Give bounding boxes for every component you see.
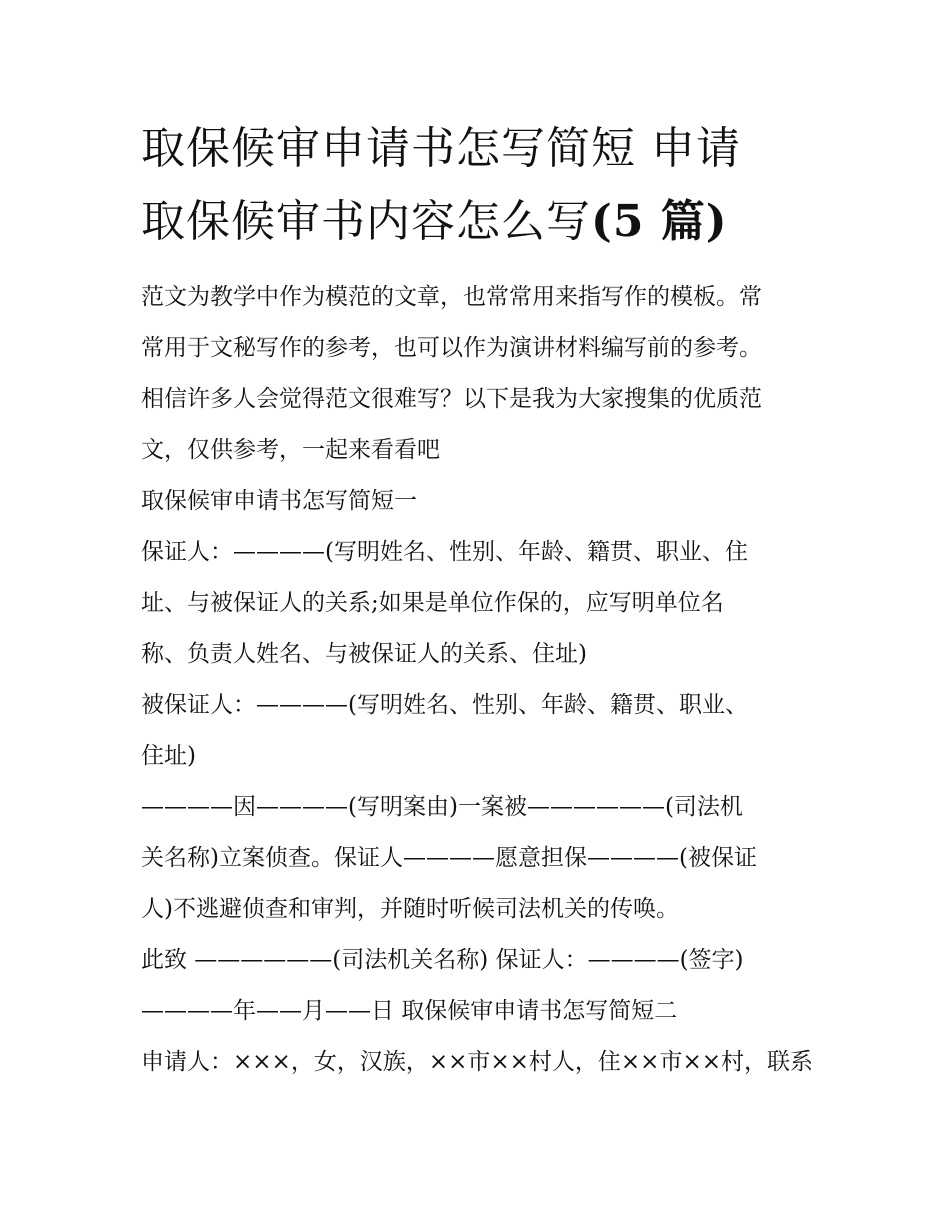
body-line: 称、负责人姓名、与被保证人的关系、住址) <box>141 641 587 667</box>
title-line-2 <box>141 185 821 258</box>
body-line: 此致 ——————(司法机关名称) 保证人：————(签字) <box>141 947 744 973</box>
section-heading-one: 取保候审申请书怎写简短一 <box>141 488 417 514</box>
body-line: 址、与被保证人的关系;如果是单位作保的，应写明单位名 <box>141 590 724 616</box>
body-line: 常用于文秘写作的参考，也可以作为演讲材料编写前的参考。 <box>141 335 762 361</box>
body-line: 住址) <box>141 743 196 769</box>
body-line: ————因————(写明案由)一案被——————(司法机 <box>141 794 743 820</box>
document-title <box>141 112 821 258</box>
body-line: 相信许多人会觉得范文很难写？以下是我为大家搜集的优质范 <box>141 386 762 412</box>
body-line: 文，仅供参考，一起来看看吧 <box>141 437 440 463</box>
body-line: ————年——月——日 取保候审申请书怎写简短二 <box>141 998 678 1024</box>
body-line: 范文为教学中作为模范的文章，也常常用来指写作的模板。常 <box>141 284 762 310</box>
document-body <box>141 272 821 1088</box>
body-line: 关名称)立案侦查。保证人————愿意担保————(被保证 <box>141 845 757 871</box>
body-line: 申请人：×××，女，汉族，××市××村人，住××市××村，联系 <box>141 1049 813 1075</box>
title-line-1: 取保候审申请书怎写简短 申请 <box>141 123 741 174</box>
title-line-2-text: 取保候审书内容怎么写 <box>141 196 591 247</box>
document-content <box>141 112 821 1088</box>
body-line: 保证人：————(写明姓名、性别、年龄、籍贯、职业、住 <box>141 539 748 565</box>
title-count: (5 篇) <box>591 196 728 247</box>
body-line: 人)不逃避侦查和审判，并随时听候司法机关的传唤。 <box>141 896 679 922</box>
body-line: 被保证人：————(写明姓名、性别、年龄、籍贯、职业、 <box>141 692 748 718</box>
